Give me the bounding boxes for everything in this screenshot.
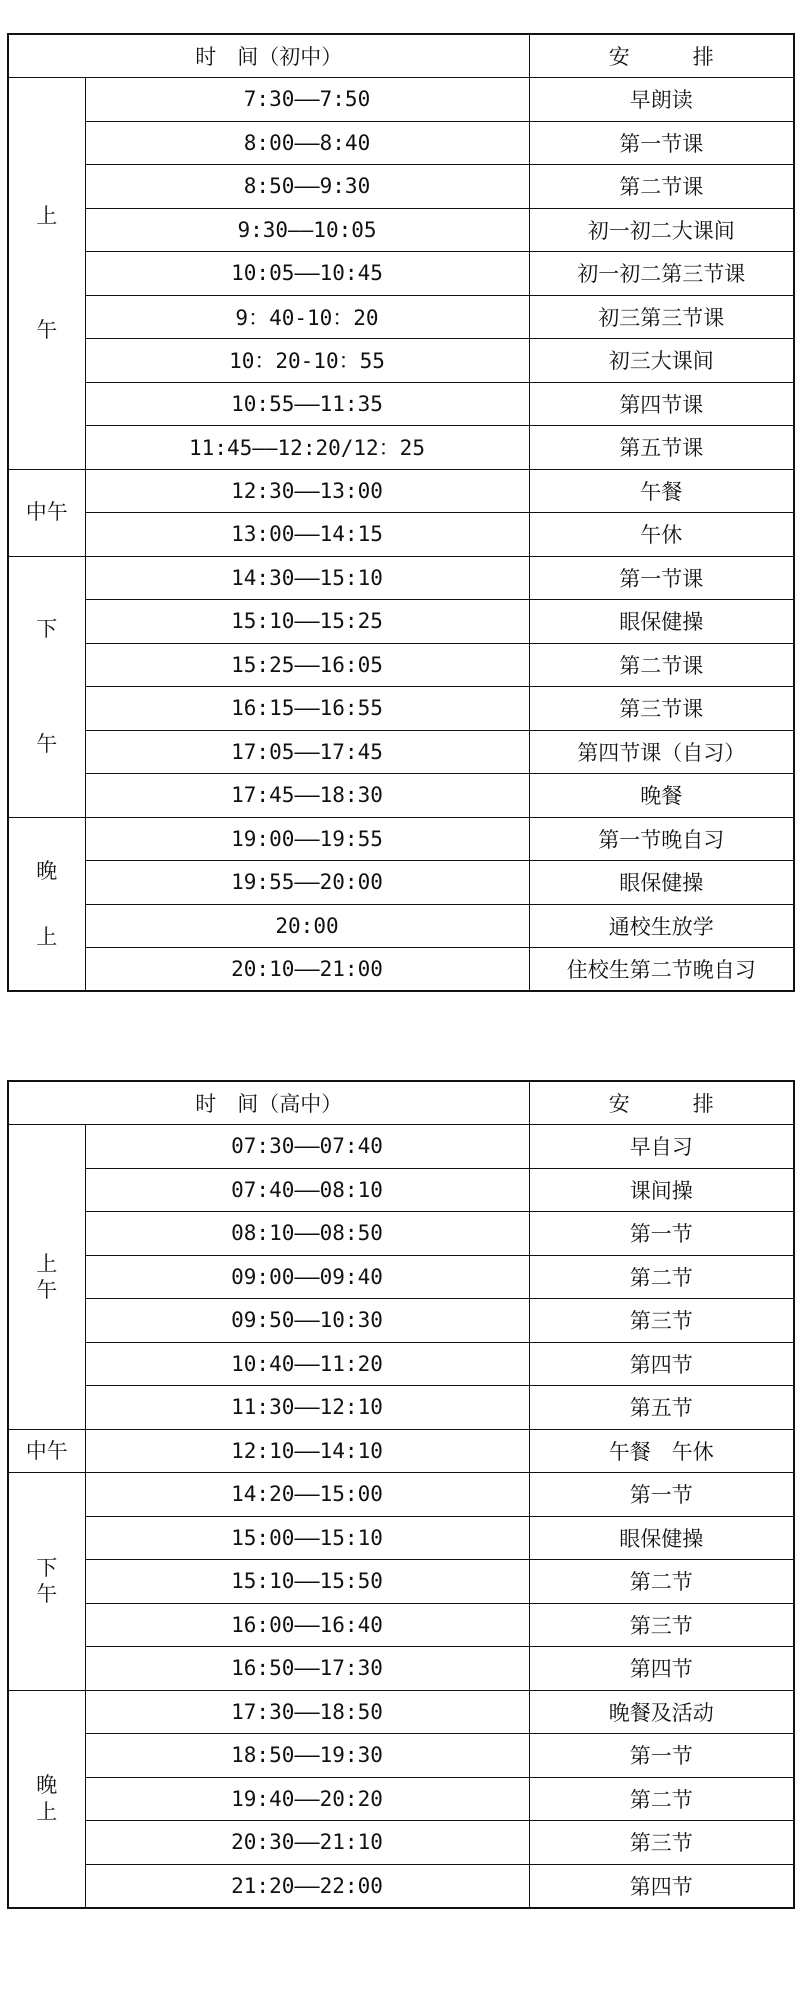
period-label-char: 中午 — [25, 500, 68, 525]
high-school-schedule-table — [7, 1080, 795, 1909]
time-cell: 15:10——15:50 — [85, 1560, 529, 1604]
period-label-char: 上 — [36, 1799, 58, 1824]
high-school-schedule-body — [8, 1081, 794, 1908]
activity-cell: 第三节 — [529, 1299, 794, 1343]
time-cell: 11:30——12:10 — [85, 1386, 529, 1430]
period-label — [8, 78, 85, 470]
period-label-char: 中午 — [25, 1438, 68, 1463]
activity-cell: 早自习 — [529, 1125, 794, 1169]
time-cell: 08:10——08:50 — [85, 1212, 529, 1256]
period-label-char: 午 — [36, 1582, 58, 1607]
activity-cell: 第三节 — [529, 1603, 794, 1647]
time-cell: 8:00——8:40 — [85, 121, 529, 165]
time-cell: 12:30——13:00 — [85, 469, 529, 513]
period-label-char: 上 — [36, 1251, 58, 1276]
schedule-row — [8, 1690, 794, 1734]
activity-cell: 第三节 — [529, 1821, 794, 1865]
activity-cell: 第四节课（自习） — [529, 730, 794, 774]
time-cell: 10：20-10：55 — [85, 339, 529, 383]
activity-cell: 第一节 — [529, 1473, 794, 1517]
schedule-row — [8, 426, 794, 470]
activity-cell: 午餐 午休 — [529, 1429, 794, 1473]
time-cell: 20:10——21:00 — [85, 948, 529, 992]
schedule-row — [8, 1864, 794, 1908]
schedule-row — [8, 774, 794, 818]
schedule-row — [8, 817, 794, 861]
time-cell: 09:50——10:30 — [85, 1299, 529, 1343]
time-cell: 12:10——14:10 — [85, 1429, 529, 1473]
schedule-row — [8, 1603, 794, 1647]
activity-cell: 通校生放学 — [529, 904, 794, 948]
activity-cell: 第五节 — [529, 1386, 794, 1430]
time-cell: 14:20——15:00 — [85, 1473, 529, 1517]
schedule-row — [8, 165, 794, 209]
activity-cell: 第四节 — [529, 1342, 794, 1386]
time-cell: 19:40——20:20 — [85, 1777, 529, 1821]
schedule-row — [8, 1560, 794, 1604]
time-cell: 15:25——16:05 — [85, 643, 529, 687]
period-label-char: 午 — [36, 731, 58, 756]
header-row — [8, 34, 794, 78]
period-label — [8, 1690, 85, 1908]
period-label — [8, 556, 85, 817]
period-label-char: 晚 — [36, 1773, 58, 1798]
period-label-char — [9, 643, 85, 731]
schedule-row — [8, 1777, 794, 1821]
activity-cell: 眼保健操 — [529, 1516, 794, 1560]
schedule-row — [8, 643, 794, 687]
activity-cell: 第一节 — [529, 1734, 794, 1778]
schedule-row — [8, 1299, 794, 1343]
schedule-row — [8, 1821, 794, 1865]
time-cell: 19:55——20:00 — [85, 861, 529, 905]
activity-cell: 初一初二第三节课 — [529, 252, 794, 296]
time-cell: 07:30——07:40 — [85, 1125, 529, 1169]
schedule-row — [8, 1212, 794, 1256]
time-column-header: 时 间（初中） — [8, 34, 529, 78]
period-label-char — [9, 884, 85, 924]
activity-cell: 第四节 — [529, 1864, 794, 1908]
activity-cell: 第四节 — [529, 1647, 794, 1691]
schedule-row — [8, 1429, 794, 1473]
period-label-char: 午 — [36, 318, 58, 343]
schedule-row — [8, 1342, 794, 1386]
time-cell: 20:00 — [85, 904, 529, 948]
time-cell: 17:45——18:30 — [85, 774, 529, 818]
activity-cell: 初三第三节课 — [529, 295, 794, 339]
period-label — [8, 1429, 85, 1473]
schedule-row — [8, 1168, 794, 1212]
period-label-char: 午 — [36, 1277, 58, 1302]
schedule-row — [8, 121, 794, 165]
schedule-row — [8, 1647, 794, 1691]
time-cell: 15:10——15:25 — [85, 600, 529, 644]
schedule-row — [8, 1125, 794, 1169]
time-cell: 11:45——12:20/12：25 — [85, 426, 529, 470]
activity-cell: 初一初二大课间 — [529, 208, 794, 252]
time-cell: 16:00——16:40 — [85, 1603, 529, 1647]
time-cell: 15:00——15:10 — [85, 1516, 529, 1560]
activity-cell: 午餐 — [529, 469, 794, 513]
time-cell: 7:30——7:50 — [85, 78, 529, 122]
period-label — [8, 817, 85, 991]
middle-school-schedule-table — [7, 33, 795, 992]
activity-cell: 晚餐 — [529, 774, 794, 818]
activity-cell: 第五节课 — [529, 426, 794, 470]
activity-cell: 眼保健操 — [529, 600, 794, 644]
schedule-row — [8, 1473, 794, 1517]
activity-cell: 第二节课 — [529, 165, 794, 209]
period-label — [8, 1125, 85, 1430]
schedule-row — [8, 382, 794, 426]
schedule-row — [8, 1516, 794, 1560]
activity-cell: 第一节课 — [529, 556, 794, 600]
period-label-char — [9, 229, 85, 317]
schedule-row — [8, 948, 794, 992]
activity-cell: 第四节课 — [529, 382, 794, 426]
period-label-char: 下 — [36, 1556, 58, 1580]
activity-cell: 第一节 — [529, 1212, 794, 1256]
activity-cell: 眼保健操 — [529, 861, 794, 905]
time-cell: 10:55——11:35 — [85, 382, 529, 426]
activity-cell: 第一节课 — [529, 121, 794, 165]
activity-cell: 住校生第二节晚自习 — [529, 948, 794, 992]
activity-cell: 第一节晚自习 — [529, 817, 794, 861]
period-label-char: 晚 — [36, 858, 58, 883]
schedule-row — [8, 556, 794, 600]
time-cell: 10:05——10:45 — [85, 252, 529, 296]
activity-cell: 第三节课 — [529, 687, 794, 731]
time-cell: 21:20——22:00 — [85, 1864, 529, 1908]
schedule-row — [8, 1255, 794, 1299]
period-label — [8, 469, 85, 556]
time-cell: 16:15——16:55 — [85, 687, 529, 731]
time-cell: 8:50——9:30 — [85, 165, 529, 209]
period-label — [8, 1473, 85, 1691]
schedule-row — [8, 339, 794, 383]
activity-cell: 第二节 — [529, 1255, 794, 1299]
period-label-char: 下 — [36, 617, 58, 642]
time-cell: 10:40——11:20 — [85, 1342, 529, 1386]
activity-cell: 早朗读 — [529, 78, 794, 122]
schedule-row — [8, 730, 794, 774]
arrangement-column-header: 安 排 — [529, 34, 794, 78]
activity-cell: 午休 — [529, 513, 794, 557]
time-cell: 17:05——17:45 — [85, 730, 529, 774]
middle-school-schedule-body — [8, 34, 794, 991]
time-cell: 13:00——14:15 — [85, 513, 529, 557]
time-cell: 19:00——19:55 — [85, 817, 529, 861]
schedule-row — [8, 252, 794, 296]
time-cell: 9：40-10：20 — [85, 295, 529, 339]
schedule-row — [8, 208, 794, 252]
arrangement-column-header: 安 排 — [529, 1081, 794, 1125]
time-cell: 14:30——15:10 — [85, 556, 529, 600]
schedule-row — [8, 861, 794, 905]
time-cell: 09:00——09:40 — [85, 1255, 529, 1299]
activity-cell: 第二节课 — [529, 643, 794, 687]
time-cell: 18:50——19:30 — [85, 1734, 529, 1778]
time-cell: 20:30——21:10 — [85, 1821, 529, 1865]
activity-cell: 课间操 — [529, 1168, 794, 1212]
time-cell: 17:30——18:50 — [85, 1690, 529, 1734]
time-cell: 16:50——17:30 — [85, 1647, 529, 1691]
schedule-row — [8, 904, 794, 948]
period-label-char: 上 — [36, 204, 58, 228]
activity-cell: 第二节 — [529, 1777, 794, 1821]
period-label-char: 上 — [36, 924, 58, 949]
activity-cell: 第二节 — [529, 1560, 794, 1604]
time-cell: 07:40——08:10 — [85, 1168, 529, 1212]
schedule-row — [8, 1734, 794, 1778]
schedule-row — [8, 469, 794, 513]
time-column-header: 时 间（高中） — [8, 1081, 529, 1125]
schedule-row — [8, 295, 794, 339]
header-row — [8, 1081, 794, 1125]
schedule-row — [8, 687, 794, 731]
activity-cell: 晚餐及活动 — [529, 1690, 794, 1734]
schedule-row — [8, 513, 794, 557]
schedule-row — [8, 78, 794, 122]
schedule-row — [8, 600, 794, 644]
activity-cell: 初三大课间 — [529, 339, 794, 383]
time-cell: 9:30——10:05 — [85, 208, 529, 252]
schedule-row — [8, 1386, 794, 1430]
